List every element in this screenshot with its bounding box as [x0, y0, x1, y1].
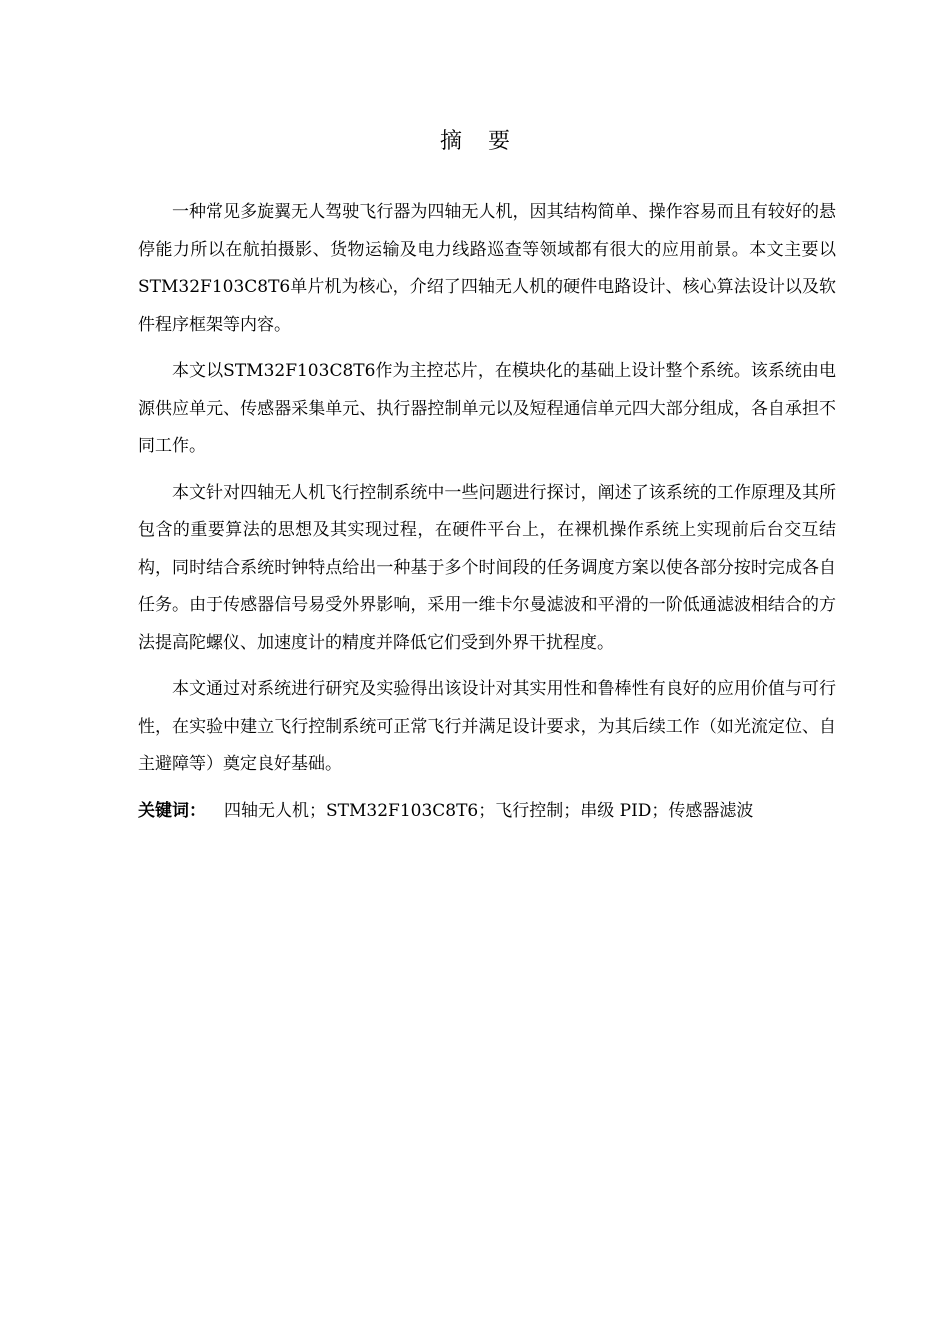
page-title	[0, 124, 950, 155]
abstract-paragraph-1: 一种常见多旋翼无人驾驶飞行器为四轴无人机，因其结构简单、操作容易而且有较好的悬停能力所以在航拍摄影、货物运输及电力线路巡查等领域都有很大的应用前景。本文主要以STM32F103C8T6单片机为核心，介绍了四轴无人机的硬件电路设计、核心算法设计以及软件程序框架等内容。	[138, 202, 836, 335]
title-char-1: 摘	[439, 129, 462, 154]
title-char-2: 要	[488, 129, 511, 154]
abstract-body	[138, 194, 836, 830]
abstract-paragraph-2: 本文以STM32F103C8T6作为主控芯片，在模块化的基础上设计整个系统。该系统由电源供应单元、传感器采集单元、执行器控制单元以及短程通信单元四大部分组成，各自承担不同工作。	[138, 361, 836, 456]
keywords-label: 关键词：	[138, 800, 206, 821]
keywords-line	[138, 793, 836, 831]
keywords-value: 四轴无人机；STM32F103C8T6；飞行控制；串级 PID；传感器滤波	[224, 800, 754, 821]
abstract-paragraph-4: 本文通过对系统进行研究及实验得出该设计对其实用性和鲁棒性有良好的应用价值与可行性，在实验中建立飞行控制系统可正常飞行并满足设计要求，为其后续工作（如光流定位、自主避障等）奠定良好基础。	[138, 679, 836, 774]
abstract-paragraph-3: 本文针对四轴无人机飞行控制系统中一些问题进行探讨，阐述了该系统的工作原理及其所包含的重要算法的思想及其实现过程，在硬件平台上，在裸机操作系统上实现前后台交互结构，同时结合系统时钟特点给出一种基于多个时间段的任务调度方案以使各部分按时完成各自任务。由于传感器信号易受外界影响，采用一维卡尔曼滤波和平滑的一阶低通滤波相结合的方法提高陀螺仪、加速度计的精度并降低它们受到外界干扰程度。	[138, 482, 836, 653]
